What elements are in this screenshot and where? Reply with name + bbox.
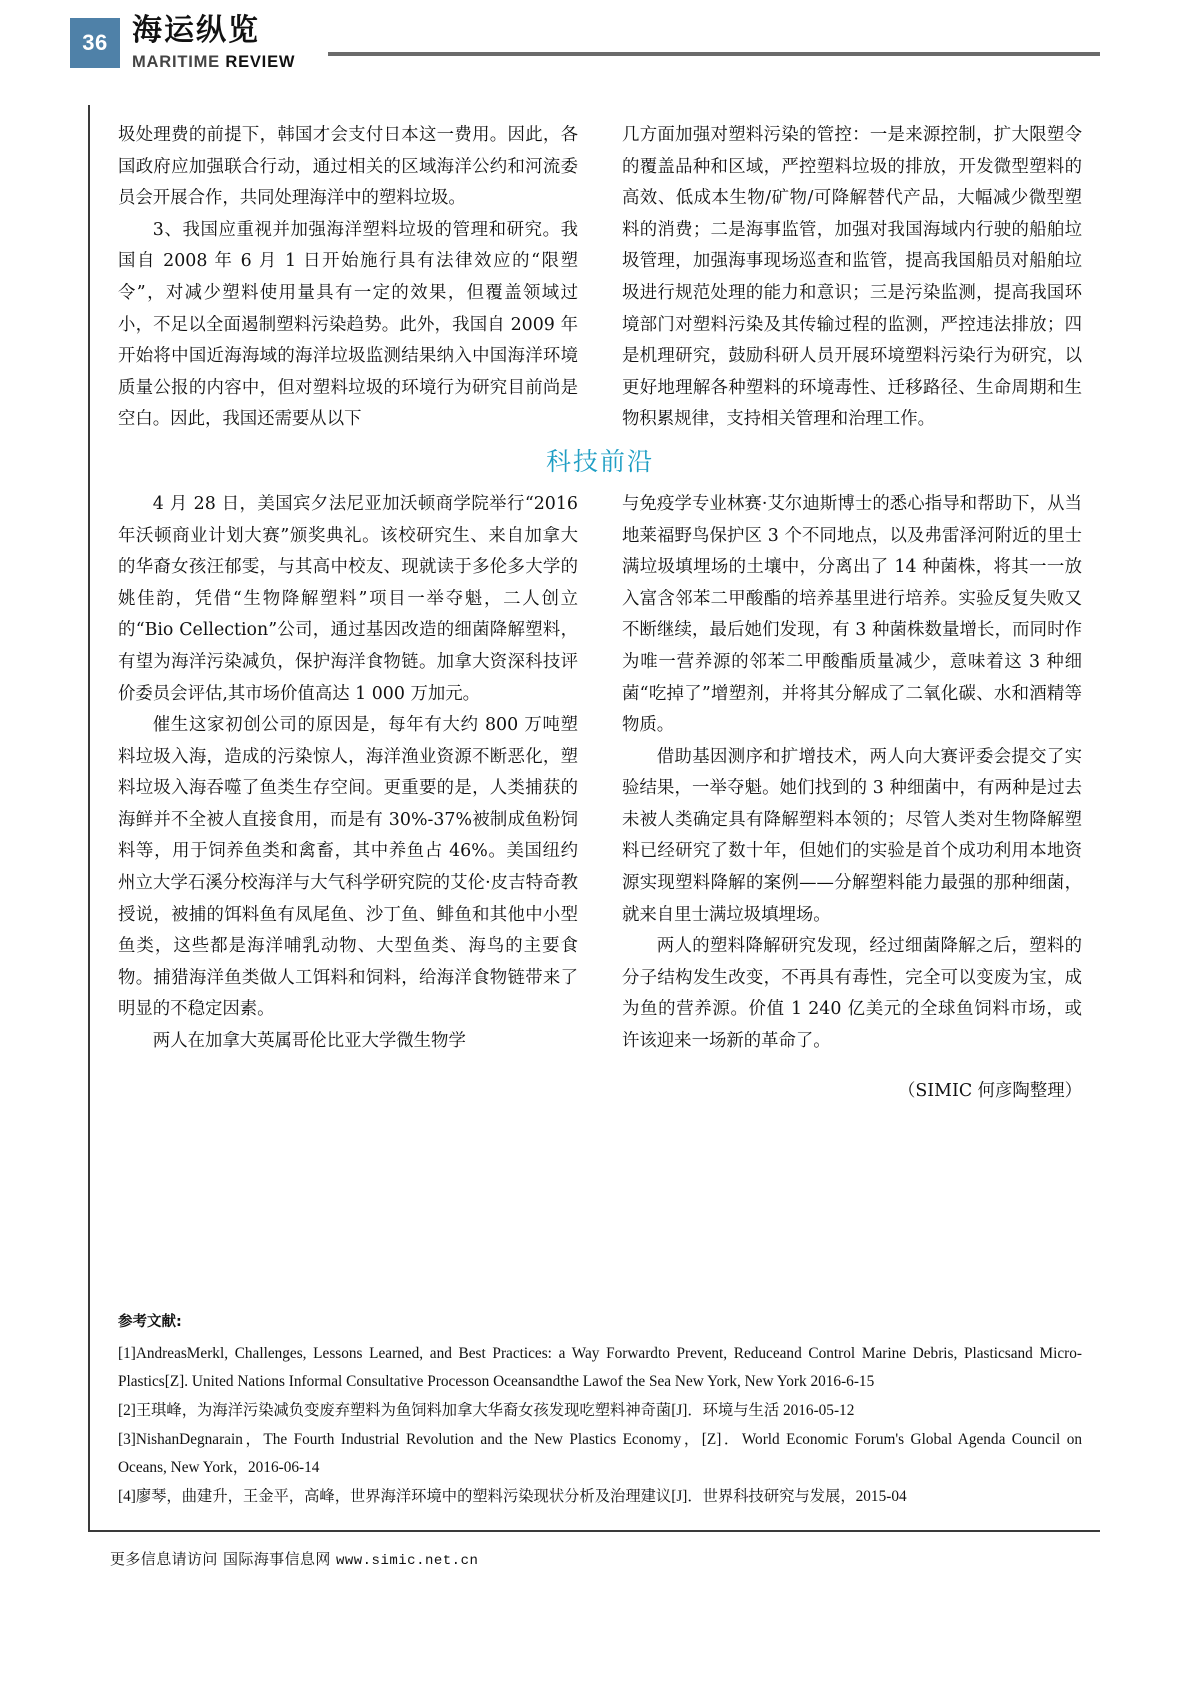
article-body bbox=[118, 120, 1082, 1101]
page-number: 36 bbox=[70, 18, 120, 68]
left-vertical-rule bbox=[88, 105, 90, 1530]
references-title: 参考文献: bbox=[118, 1314, 182, 1330]
footer-note bbox=[110, 1548, 478, 1569]
column-left-top bbox=[118, 120, 578, 436]
paragraph: 催生这家初创公司的原因是，每年有大约 800 万吨塑料垃圾入海，造成的污染惊人，海洋渔业资源不断恶化，塑料垃圾入海吞噬了鱼类生存空间。更重要的是，人类捕获的海鲜并不全被人直接食用，而是有 30%-37%被制成鱼粉饲料等，用于饲养鱼类和禽畜，其中养鱼占 46%。美国纽约州立大学石溪分校海洋与大气科学研究院的艾伦·皮吉特奇教授说，被捕的饵料鱼有凤尾鱼、沙丁鱼、鲱鱼和其他中小型鱼类，这些都是海洋哺乳动物、大型鱼类、海鸟的主要食物。捕猎海洋鱼类做人工饵料和饲料，给海洋食物链带来了明显的不稳定因素。 bbox=[118, 715, 578, 1020]
paragraph: 与免疫学专业林赛·艾尔迪斯博士的悉心指导和帮助下，从当地莱福野鸟保护区 3 个不同地点，以及弗雷泽河附近的里士满垃圾填埋场的土壤中，分离出了 14 种菌株，将其一一放入富含邻苯二甲酸酯的培养基里进行培养。实验反复失败又不断继续，最后她们发现，有 3 种菌株数量增长，而同时作为唯一营养源的邻苯二甲酸酯质量减少，意味着这 3 种细菌“吃掉了”增塑剂，并将其分解成了二氧化碳、水和酒精等物质。 bbox=[622, 493, 1082, 736]
paragraph: 4 月 28 日，美国宾夕法尼亚加沃顿商学院举行“2016 年沃顿商业计划大赛”颁奖典礼。该校研究生、来自加拿大的华裔女孩汪郁雯，与其高中校友、现就读于多伦多大学的姚佳韵，凭借“生物降解塑料”项目一举夺魁，二人创立的“Bio Cellection”公司，通过基因改造的细菌降解塑料，有望为海洋污染减负，保护海洋食物链。加拿大资深科技评价委员会评估,其市场价值高达 1 000 万加元。 bbox=[118, 493, 578, 704]
paragraph: 几方面加强对塑料污染的管控：一是来源控制，扩大限塑令的覆盖品种和区域，严控塑料垃圾的排放，开发微型塑料的高效、低成本生物/矿物/可降解替代产品，大幅减少微型塑料的消费；二是海事监管，加强对我国海域内行驶的船舶垃圾管理，加强海事现场巡查和监管，提高我国船员对船舶垃圾进行规范处理的能力和意识；三是污染监测，提高我国环境部门对塑料污染及其传输过程的监测，严控违法排放；四是机理研究，鼓励科研人员开展环境塑料污染行为研究，以更好地理解各种塑料的环境毒性、迁移路径、生命周期和生物积累规律，支持相关管理和治理工作。 bbox=[622, 125, 1082, 430]
header-titles bbox=[132, 12, 295, 72]
paragraph: 两人的塑料降解研究发现，经过细菌降解之后，塑料的分子结构发生改变，不再具有毒性，完全可以变废为宝，成为鱼的营养源。价值 1 240 亿美元的全球鱼饲料市场，或许该迎来一场新的革命了。 bbox=[622, 936, 1082, 1052]
magazine-title-cn: 海运纵览 bbox=[132, 13, 260, 48]
column-right-bottom bbox=[622, 489, 1082, 1101]
reference-item: [3]NishanDegnarain，The Fourth Industrial Revolution and the New Plastics Economy，[Z]．World Economic Forum's Global Agenda Council on Oceans, New York，2016-06-14 bbox=[118, 1431, 1082, 1476]
paragraph: 圾处理费的前提下，韩国才会支付日本这一费用。因此，各国政府应加强联合行动，通过相关的区域海洋公约和河流委员会开展合作，共同处理海洋中的塑料垃圾。 bbox=[118, 125, 578, 209]
section-banner: 科技前沿 bbox=[545, 446, 654, 476]
reference-item: [4]廖琴，曲建升，王金平，高峰，世界海洋环境中的塑料污染现状分析及治理建议[J]．世界科技研究与发展，2015-04 bbox=[118, 1488, 907, 1505]
footer-label: 更多信息请访问 国际海事信息网 bbox=[110, 1550, 336, 1568]
references-section bbox=[118, 1310, 1082, 1512]
column-left-bottom bbox=[118, 489, 578, 1101]
reference-item: [2]王琪峰，为海洋污染减负变废弃塑料为鱼饲料加拿大华裔女孩发现吃塑料神奇菌[J]．环境与生活 2016-05-12 bbox=[118, 1402, 855, 1419]
column-right-top bbox=[622, 120, 1082, 436]
article-attribution: （SIMIC 何彦陶整理） bbox=[897, 1080, 1082, 1101]
paragraph: 两人在加拿大英属哥伦比亚大学微生物学 bbox=[152, 1031, 466, 1052]
magazine-title-en-maritime: MARITIME bbox=[132, 52, 226, 71]
footer-divider bbox=[88, 1530, 1100, 1532]
paragraph: 借助基因测序和扩增技术，两人向大赛评委会提交了实验结果，一举夺魁。她们找到的 3 种细菌中，有两种是过去未被人类确定具有降解塑料本领的；尽管人类对生物降解塑料已经研究了数十年，但她们的实验是首个成功利用本地资源实现塑料降解的案例——分解塑料能力最强的那种细菌，就来自里士满垃圾填埋场。 bbox=[622, 746, 1082, 925]
page-header bbox=[70, 12, 1100, 92]
columns-bottom bbox=[118, 489, 1082, 1101]
header-divider bbox=[328, 52, 1100, 56]
paragraph: 3、我国应重视并加强海洋塑料垃圾的管理和研究。我国自 2008 年 6 月 1 日开始施行具有法律效应的“限塑令”，对减少塑料使用量具有一定的效果，但覆盖领域过小，不足以全面遏制塑料污染趋势。此外，我国自 2009 年开始将中国近海海域的海洋垃圾监测结果纳入中国海洋环境质量公报的内容中，但对塑料垃圾的环境行为研究目前尚是空白。因此，我国还需要从以下 bbox=[118, 219, 578, 430]
columns-top bbox=[118, 120, 1082, 436]
reference-item: [1]AndreasMerkl, Challenges, Lessons Learned, and Best Practices: a Way Forwardto Prevent, Reduceand Control Marine Debris, Plasticsand Micro-Plastics[Z]. United Nations Informal Consultative Processon Oceansandthe Lawof the Sea New York, New York 2016-6-15 bbox=[118, 1345, 1082, 1390]
footer-url: www.simic.net.cn bbox=[335, 1553, 479, 1569]
magazine-title-en-review: REVIEW bbox=[225, 52, 296, 71]
magazine-title-en bbox=[132, 53, 295, 72]
